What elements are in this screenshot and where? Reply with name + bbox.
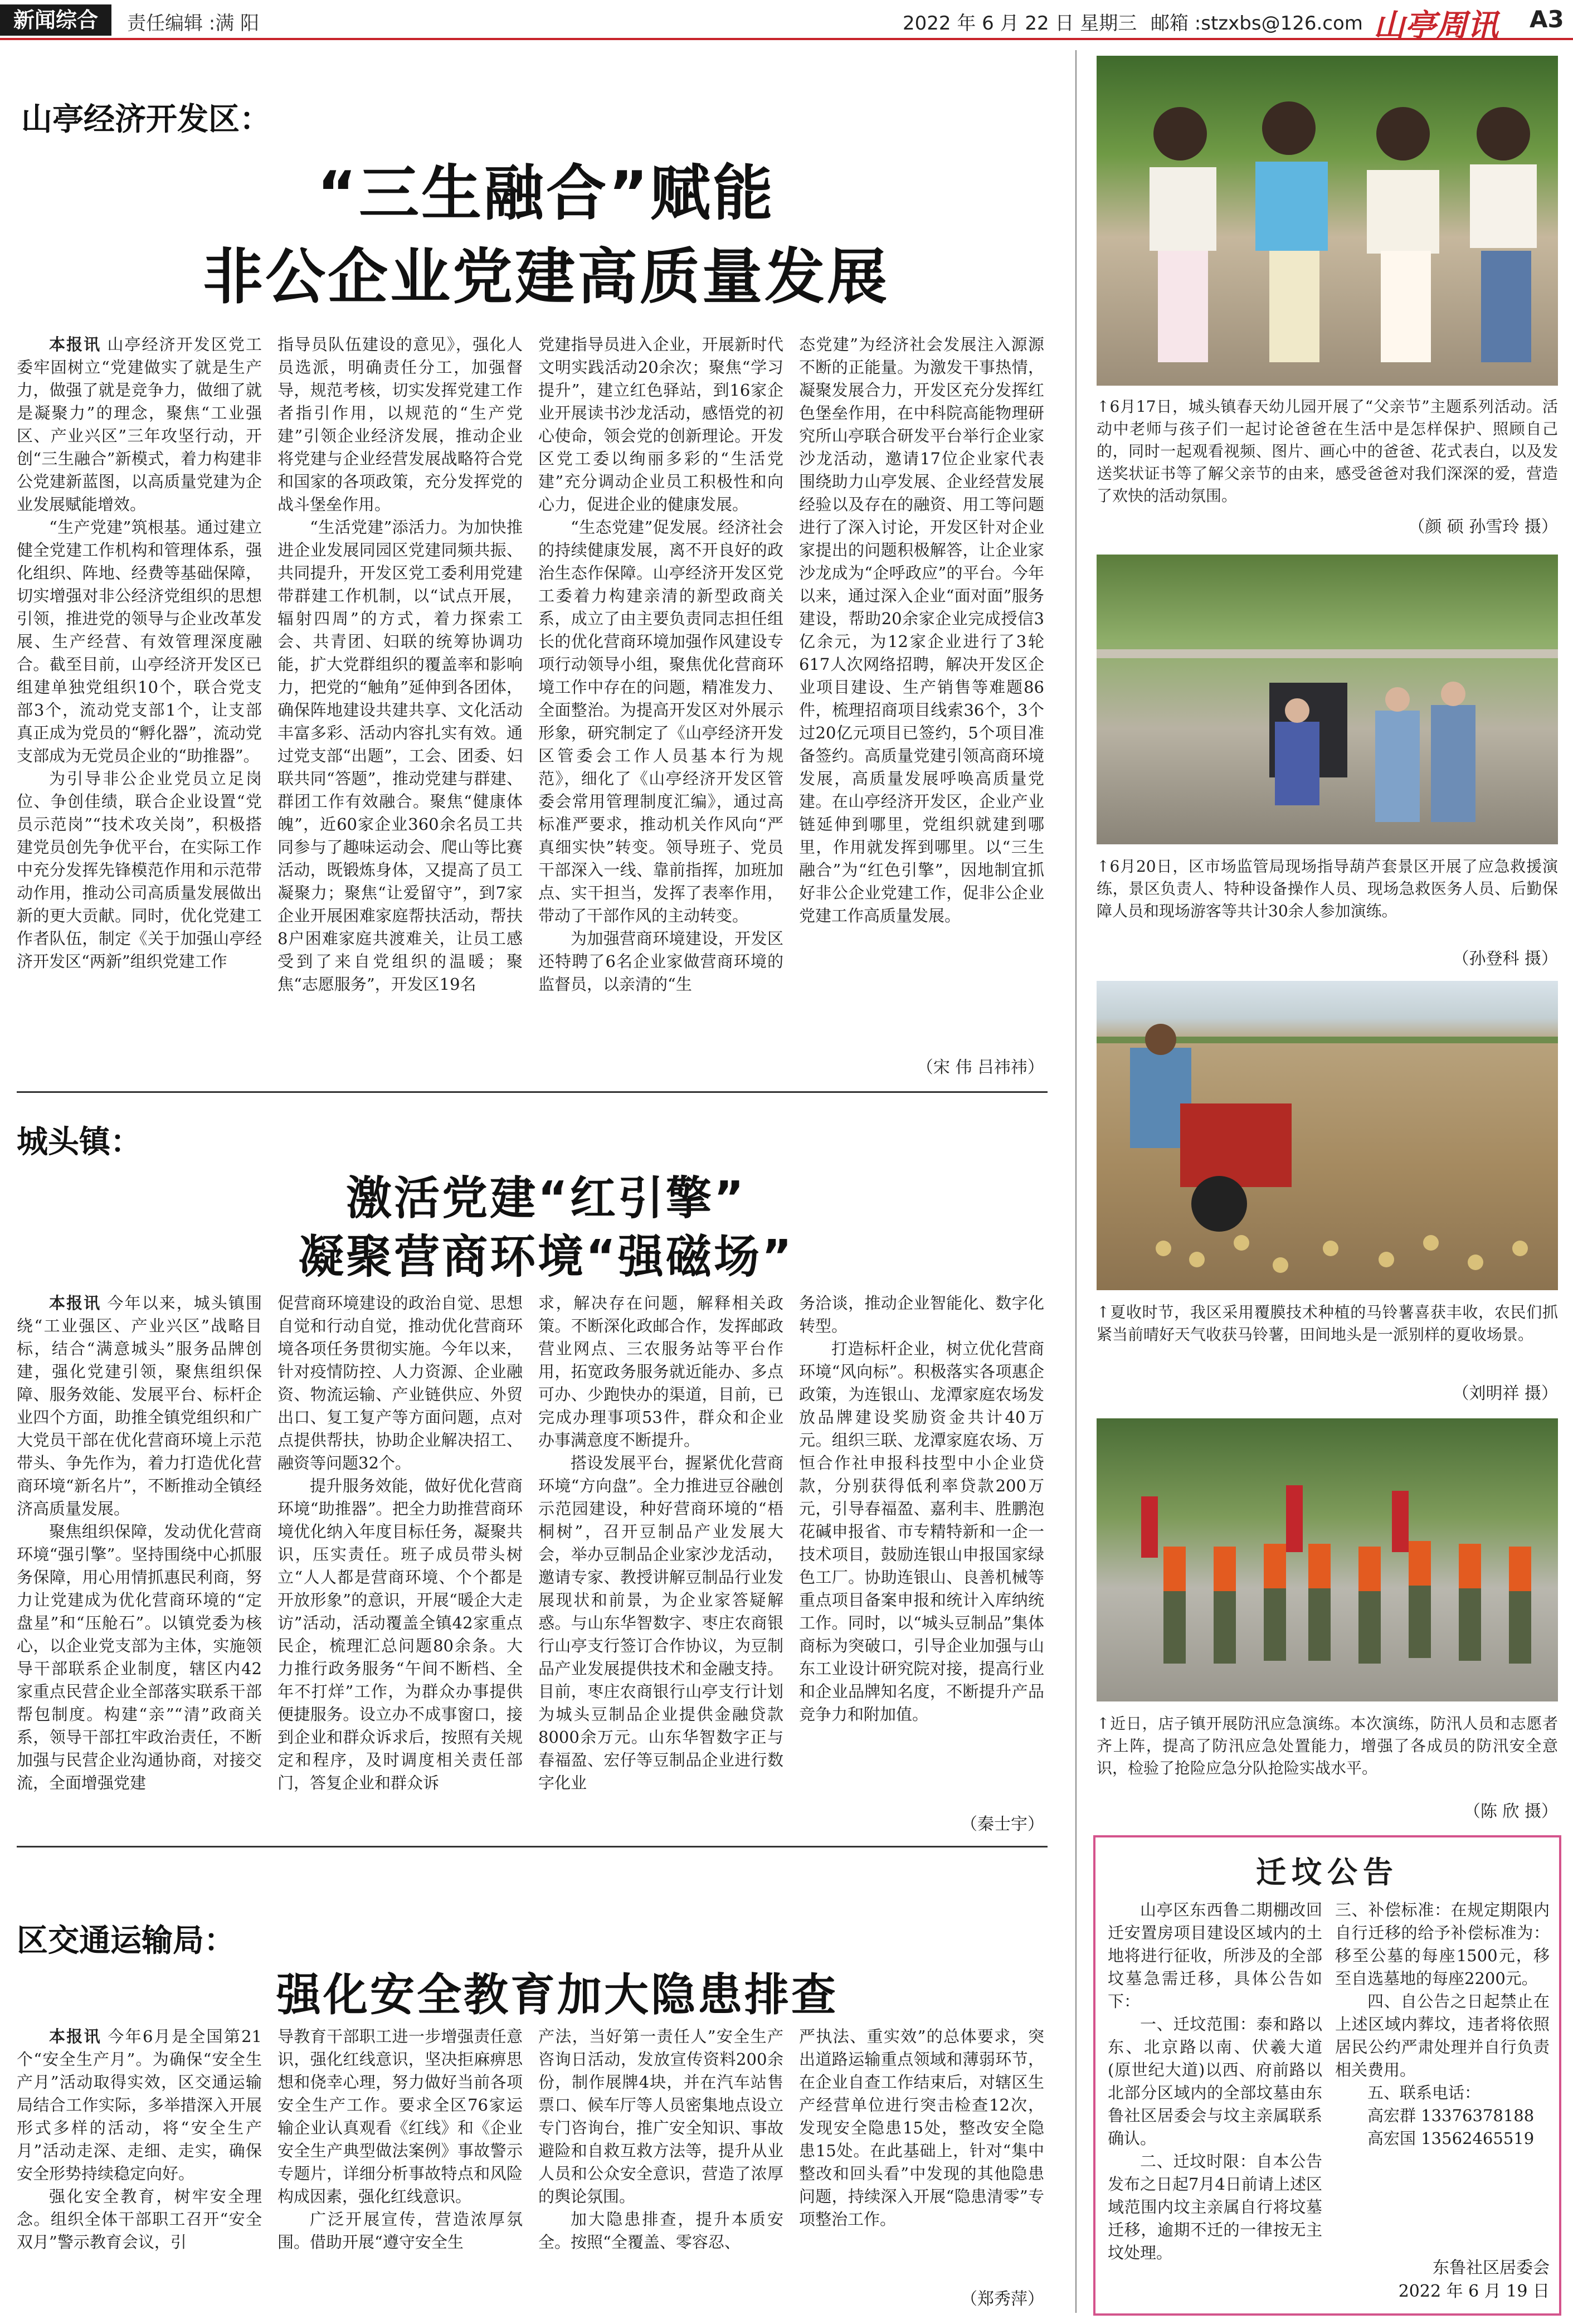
article2-column-1: 本报讯 今年以来，城头镇围绕“工业强区、产业兴区”战略目标，结合“满意城头”服务品牌创建，强化党建引领，聚焦组织保障、服务效能、发展平台、标杆企业四个方面，助推全镇党组织和广大党员干部在优化营商环境上示范带头、争先作为，着力打造优化营商环境“新名片”，不断推动全镇经济高质量发展。 聚焦组织保障，发动优化营商环境“强引擎”。坚持围绕中心抓服务保障，用心用情抓惠民利商，努力让党建成为优化营商环境的“定盘星”和“压舱石”。以镇党委为核心，以企业党支部为主体，实施领导干部联系企业制度，辖区内42家重点民营企业全部落实联系干部帮包制度。构建“亲”“清”政商关系，领导干部扛牢政治责任，不断加强与民营企业沟通协商，对接交流，全面增强党建 — [17, 1294, 262, 1792]
article1-byline: （宋 伟 吕祎祎） — [916, 1058, 1044, 1077]
email-address[interactable]: 邮箱 :stzxbs@126.com — [1151, 12, 1363, 35]
notice-column-2: 三、补偿标准：在规定期限内自行迁移的给予补偿标准为：移至公墓的每座1500元，移至自选墓地的每座2200元。 四、自公告之日起禁止在上述区域内葬坟，违者将依照居民公约严肃处理并自行负责相关费用。 五、联系电话： 高宏群 13376378188 高宏国 13562465519 — [1335, 1899, 1550, 2150]
article3-byline: （郑秀萍） — [961, 2289, 1044, 2309]
article1-column-3: 党建指导员进入企业，开展新时代文明实践活动20余次；聚焦“学习提升”，建立红色驿站，到16家企业开展读书沙龙活动，感悟党的初心使命，领会党的创新理论。开发区党工委以绚丽多彩的“生活党建”充分调动企业员工积极性和向心力，促进企业的健康发展。 “生态党建”促发展。经济社会的持续健康发展，离不开良好的政治生态作保障。山亭经济开发区党工委着力构建亲清的新型政商关系，成立了由主要负责同志担任组长的优化营商环境加强作风建设专项行动领导小组，聚焦优化营商环境工作中存在的问题，精准发力、全面整治。为提高开发区对外展示形象，研究制定了《山亭经济开发区管委会工作人员基本行为规范》，细化了《山亭经济开发区管委会常用管理制度汇编》，通过高标准严要求，推动机关作风向“严真细实快”转变。领导班子、党员干部深入一线、靠前指挥，加班加点、实干担当，发挥了表率作用，带动了干部作风的主动转变。 为加强营商环境建设，开发区还特聘了6名企业家做营商环境的监督员，以亲清的“生 — [538, 335, 783, 994]
photo-rescue-drill — [1097, 555, 1558, 844]
article3-title: 强化安全教育加大隐患排查 — [276, 1969, 838, 2021]
article2-column-3: 求，解决存在问题，解释相关政策。不断深化政邮合作，发挥邮政营业网点、三农服务站等平台作用，拓宽政务服务就近能办、多点可办、少跑快办的渠道，目前，已完成办理事项53件，群众和企业办事满意度不断提升。 搭设发展平台，握紧优化营商环境“方向盘”。全力推进豆谷融创示范园建设，种好营商环境的“梧桐树”，召开豆制品产业发展大会，举办豆制品企业家沙龙活动，邀请专家、教授讲解豆制品行业发展现状和前景，为企业家答疑解惑。与山东华智数字、枣庄农商银行山亭支行签订合作协议，为豆制品产业发展提供技术和金融支持。目前，枣庄农商银行山亭支行计划为城头豆制品企业提供金融贷款8000余万元。山东华智数字正与春福盈、宏仔等豆制品企业进行数字化业 — [538, 1294, 783, 1792]
photo-rescue-drill-caption: ↑6月20日，区市场监管局现场指导葫芦套景区开展了应急救援演练，景区负责人、特种设备操作人员、现场急救医务人员、后勤保障人员和现场游客等共计30余人参加演练。 — [1097, 857, 1558, 920]
page-number: A3 — [1530, 6, 1564, 33]
article3-kicker: 区交通运输局： — [17, 1923, 235, 1959]
article2-byline: （秦士宇） — [961, 1815, 1044, 1834]
article1-column-4: 态党建”为经济社会发展注入源源不断的正能量。为激发干事热情，凝聚发展合力，开发区充分发挥红色堡垒作用，在中科院高能物理研究所山亭联合研发平台举行企业家沙龙活动，邀请17位企业家代表围绕助力山亭发展、企业经营发展经验以及存在的融资、用工等问题进行了深入讨论，开发区针对企业家提出的问题积极解答，让企业家沙龙成为“企呼政应”的平台。今年以来，通过深入企业“面对面”服务建设，帮助20余家企业完成授信3亿余元，为12家企业进行了3轮617人次网络招聘，解决开发区企业项目建设、生产销售等难题86件，梳理招商项目线索36个，3个过20亿元项目已签约，5个项目准备签约。高质量党建引领高商环境发展，高质量发展呼唤高质量党建。在山亭经济开发区，企业产业链延伸到哪里，党组织就建到哪里，作用就发挥到哪里。以“三生融合”为“红色引擎”，因地制宜抓好非公企业党建工作，促非公企业党建工作高质量发展。 — [799, 335, 1044, 925]
notice-phone-2[interactable]: 高宏国 13562465519 — [1367, 2129, 1535, 2148]
notice-signature: 东鲁社区居委会 2022 年 6 月 19 日 — [1398, 2258, 1550, 2301]
photo-kindergarten — [1097, 56, 1558, 386]
issue-date: 2022 年 6 月 22 日 星期三 — [903, 12, 1137, 35]
photo-rescue-drill-credit: （孙登科 摄） — [1452, 949, 1558, 969]
photo-potato-harvest — [1097, 981, 1558, 1290]
article2-column-2: 促营商环境建设的政治自觉、思想自觉和行动自觉，推动优化营商环境各项任务贯彻实施。今年以来，针对疫情防控、人力资源、企业融资、物流运输、产业链供应、外贸出口、复工复产等方面问题，点对点提供帮扶，协助企业解决招工、融资等问题32个。 提升服务效能，做好优化营商环境“助推器”。把全力助推营商环境优化纳入年度目标任务，凝聚共识，压实责任。班子成员带头树立“人人都是营商环境、个个都是开放形象”的意识，开展“暖企大走访”活动，活动覆盖全镇42家重点民企，梳理汇总问题80余条。大力推行政务服务“午间不断档、全年不打烊”工作，为群众办事提供便捷服务。设立办不成事窗口，接到企业和群众诉求后，按照有关规定和程序，及时调度相关责任部门，答复企业和群众诉 — [277, 1294, 523, 1792]
photo-flood-drill-caption: ↑近日，店子镇开展防汛应急演练。本次演练，防汛人员和志愿者齐上阵，提高了防汛应急处置能力，增强了各成员的防汛安全意识，检验了抢险应急分队抢险实战水平。 — [1097, 1714, 1558, 1777]
article2-kicker: 城头镇： — [17, 1124, 142, 1160]
article1-title-line2: 非公企业党建高质量发展 — [202, 242, 889, 312]
photo-flood-drill — [1097, 1418, 1558, 1701]
photo-potato-harvest-art — [1097, 981, 1558, 1290]
section-divider — [17, 1091, 1048, 1093]
photo-kindergarten-art — [1097, 56, 1558, 386]
article3-column-3: 产法，当好第一责任人”安全生产咨询日活动，发放宣传资料200余份，制作展牌4块，并在汽车站售票口、候车厅等人员密集地点设立专门咨询台，推广安全知识、事故避险和自救互救方法等，提升从业人员和公众安全意识，营造了浓厚的舆论氛围。 加大隐患排查，提升本质安全。按照“全覆盖、零容忍、 — [538, 2027, 783, 2252]
article1-column-2: 指导员队伍建设的意见》，强化人员选派，明确责任分工，加强督导，规范考核，切实发挥党建工作者指引作用，以规范的“生产党建”引领企业经济发展，推动企业将党建与企业经营发展战略符合党和国家的各项政策，充分发挥党的战斗堡垒作用。 “生活党建”添活力。为加快推进企业发展同园区党建同频共振、共同提升，开发区党工委利用党建带群建工作机制，以“试点开展，辐射四周”的方式，着力探索工会、共青团、妇联的统筹协调功能，扩大党群组织的覆盖率和影响力，把党的“触角”延伸到各团体，确保阵地建设共建共享、文化活动丰富多彩、活动内容扎实有效。通过党支部“出题”，工会、团委、妇联共同“答题”，推动党建与群建、群团工作有效融合。聚焦“健康体魄”，近60家企业360余名员工共同参与了趣味运动会、爬山等比赛活动，既锻炼身体，又提高了员工凝聚力；聚焦“让爱留守”，到7家企业开展困难家庭帮扶活动，帮扶8户困难家庭共渡难关，让员工感受到了来自党组织的温暖；聚焦“志愿服务”，开发区19名 — [277, 335, 523, 994]
photo-potato-harvest-caption: ↑夏收时节，我区采用覆膜技术种植的马铃薯喜获丰收，农民们抓紧当前晴好天气收获马铃薯，田间地头是一派别样的夏收场景。 — [1097, 1303, 1558, 1344]
article2-title-line1: 激活党建“红引擎” — [346, 1172, 746, 1225]
photo-potato-harvest-credit: （刘明祥 摄） — [1452, 1384, 1558, 1403]
page-header — [0, 0, 1573, 44]
photo-rescue-drill-art — [1097, 555, 1558, 844]
masthead-logo: 山亭周讯 — [1374, 8, 1498, 44]
article1-column-1: 本报讯 山亭经济开发区党工委牢固树立“党建做实了就是生产力，做强了就是竞争力，做细了就是凝聚力”的理念，聚焦“工业强区、产业兴区”三年攻坚行动，开创“三生融合”新模式，着力构建非公党建新蓝图，以高质量党建为企业发展赋能增效。 “生产党建”筑根基。通过建立健全党建工作机构和管理体系，强化组织、阵地、经费等基础保障，切实增强对非公经济党组织的思想引领，推进党的领导与企业改革发展、生产经营、有效管理深度融合。截至目前，山亭经济开发区已组建单独党组织10个，联合党支部3个，流动党支部1个，让支部真正成为党员的“孵化器”，流动党支部成为无党员企业的“助推器”。 为引导非公企业党员立足岗位、争创佳绩，联合企业设置“党员示范岗”“技术攻关岗”，积极搭建党员创先争优平台，在实际工作中充分发挥先锋模范作用和示范带动作用，推动公司高质量发展做出新的更大贡献。同时，优化党建工作者队伍，制定《关于加强山亭经济开发区“两新”组织党建工作 — [17, 335, 262, 971]
editor-credit: 责任编辑 :满 阳 — [127, 12, 260, 35]
article3-column-4: 严执法、重实效”的总体要求，突出道路运输重点领域和薄弱环节，在企业自查工作结束后，对辖区生产经营单位进行突击检查12次，发现安全隐患15处，整改安全隐患15处。在此基础上，针对“集中整改和回头看”中发现的其他隐患问题，持续深入开展“隐患清零”专项整治工作。 — [799, 2027, 1044, 2229]
article3-column-1: 本报讯 今年6月是全国第21个“安全生产月”。为确保“安全生产月”活动取得实效，区交通运输局结合工作实际，多举措深入开展形式多样的活动，将“安全生产月”活动走深、走细、走实，确保安全形势持续稳定向好。 强化安全教育，树牢安全理念。组织全体干部职工召开“安全双月”警示教育会议，引 — [17, 2027, 262, 2252]
column-divider — [1075, 50, 1077, 2313]
article1-lead: 本报讯 — [49, 335, 101, 354]
article3-column-2: 导教育干部职工进一步增强责任意识，强化红线意识，坚决拒麻痹思想和侥幸心理，努力做好当前各项安全生产工作。要求全区76家运输企业认真观看《红线》和《企业安全生产典型做法案例》事故警示专题片，详细分析事故特点和风险构成因素，强化红线意识。 广泛开展宣传，营造浓厚氛围。借助开展“遵守安全生 — [277, 2027, 523, 2252]
notice-title: 迁坟公告 — [1256, 1854, 1399, 1890]
relocation-notice — [1093, 1835, 1561, 2316]
photo-kindergarten-credit: （颜 硕 孙雪玲 摄） — [1408, 517, 1558, 537]
photo-kindergarten-caption: ↑6月17日，城头镇春天幼儿园开展了“父亲节”主题系列活动。活动中老师与孩子们一起讨论爸爸在生活中是怎样保护、照顾自己的，同时一起观看视频、图片、画心中的爸爸、花式表白，以及发送奖状证书等了解父亲节的由来，感受爸爸对我们深深的爱，营造了欢快的活动氛围。 — [1097, 397, 1558, 505]
section-tag: 新闻综合 — [0, 4, 111, 36]
article1-title-line1: “三生融合”赋能 — [317, 159, 775, 228]
notice-column-1: 山亭区东西鲁二期棚改回迁安置房项目建设区域内的土地将进行征收，所涉及的全部坟墓急需迁移，具体公告如下： 一、迁坟范围：泰和路以东、北京路以南、伏羲大道(原世纪大道)以西、府前路以北部分区域内的全部坟墓由东鲁社区居委会与坟主亲属联系确认。 二、迁坟时限：自本公告发布之日起7月4日前请上述区域范围内坟主亲属自行将坟墓迁移，逾期不迁的一律按无主坟处理。 — [1108, 1900, 1322, 2262]
photo-flood-drill-credit: （陈 欣 摄） — [1463, 1802, 1558, 1821]
article2-title-line2: 凝聚营商环境“强磁场” — [298, 1231, 794, 1283]
section-divider — [17, 1846, 1048, 1847]
photo-flood-drill-art — [1097, 1418, 1558, 1701]
article1-kicker: 山亭经济开发区： — [21, 101, 271, 138]
article2-column-4: 务洽谈，推动企业智能化、数字化转型。 打造标杆企业，树立优化营商环境“风向标”。积极落实各项惠企政策，为连银山、龙潭家庭农场发放品牌建设奖励资金共计40万元。组织三联、龙潭家庭农场、万恒合作社申报科技型中小企业贷款，分别获得低利率贷款200万元，引导春福盈、嘉利丰、胜鹏泡花碱申报省、市专精特新和一企一技术项目，鼓励连银山申报国家绿色工厂。协助连银山、良善机械等重点项目备案申报和统计入库纳统工作。同时，以“城头豆制品”集体商标为突破口，引导企业加强与山东工业设计研究院对接，提高行业和企业品牌知名度，不断提升产品竞争力和附加值。 — [799, 1294, 1044, 1724]
notice-phone-1[interactable]: 高宏群 13376378188 — [1367, 2106, 1535, 2125]
